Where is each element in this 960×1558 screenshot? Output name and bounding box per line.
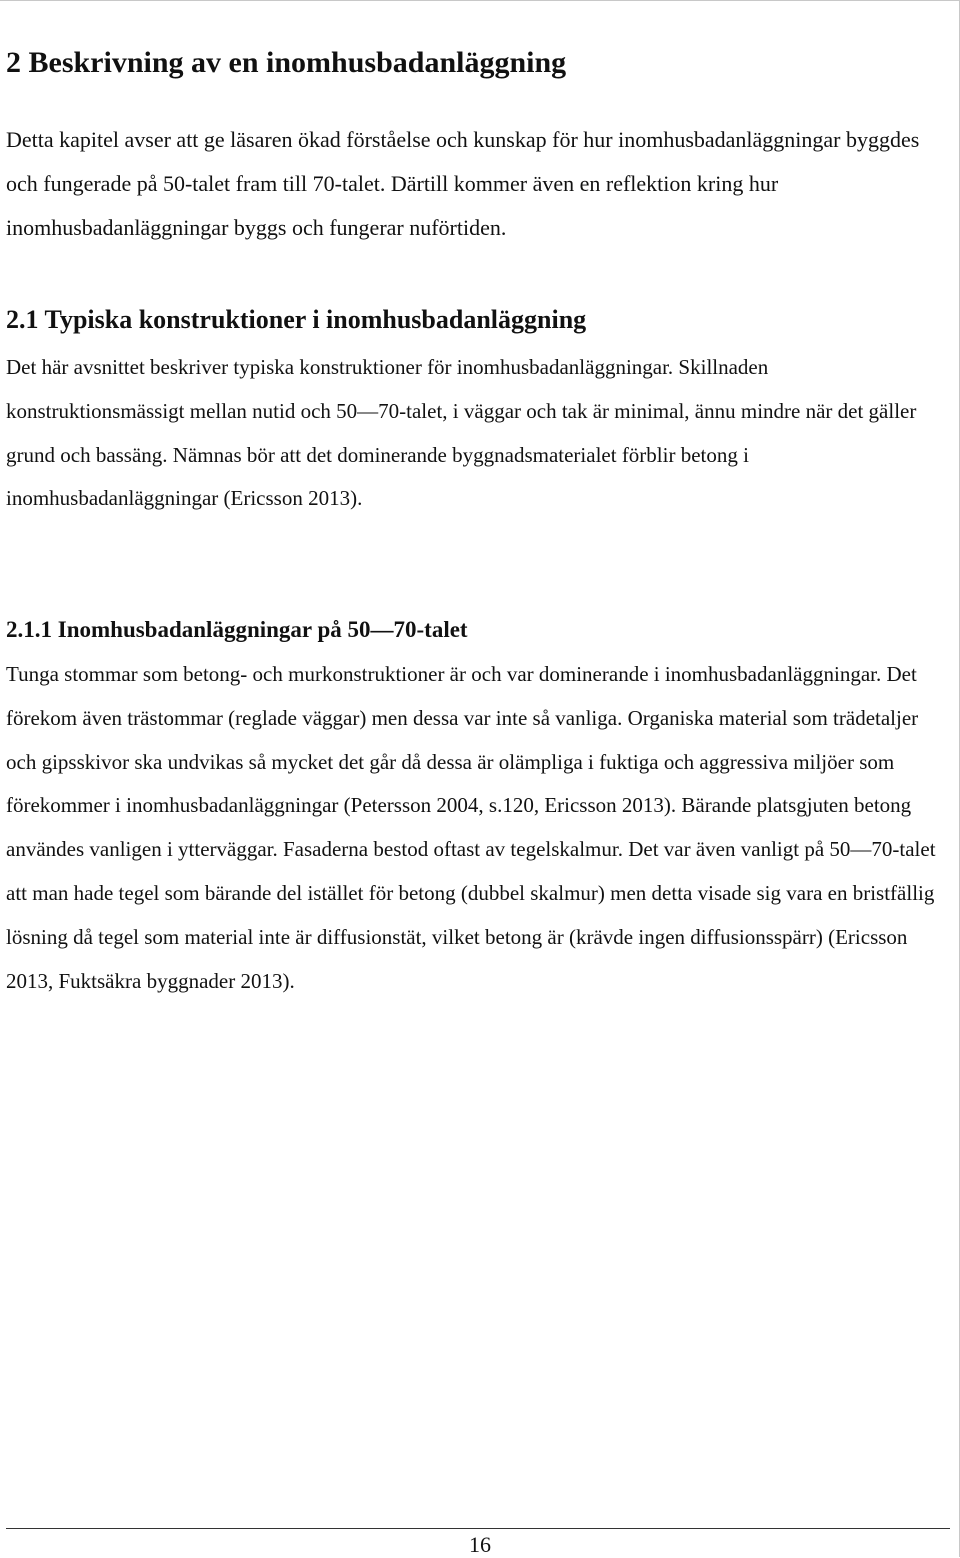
page-number: 16 <box>469 1532 491 1557</box>
chapter-intro-paragraph: Detta kapitel avser att ge läsaren ökad förståelse och kunskap för hur inomhusbadanläggningar byggdes och fungerade på 50-talet fram till 70-talet. Därtill kommer även en reflektion kring hur inomhusbadanläggningar byggs och fungerar nuförtiden. <box>6 127 920 240</box>
section-paragraph: Det här avsnittet beskriver typiska konstruktioner för inomhusbadanläggningar. Skillnaden konstruktionsmässigt mellan nutid och 50—70-talet, i väggar och tak är minimal, ännu mindre när det gäller grund och bassäng. Nämnas bör att det dominerande byggnadsmaterialet förblir betong i inomhusbadanläggningar (Ericsson 2013). <box>6 355 917 511</box>
section-title: 2.1 Typiska konstruktioner i inomhusbadanläggning <box>6 305 587 334</box>
footer-divider <box>6 1528 950 1529</box>
chapter-title: 2 Beskrivning av en inomhusbadanläggning <box>6 46 567 79</box>
page-edge-top <box>0 0 960 1</box>
subsection-paragraph: Tunga stommar som betong- och murkonstruktioner är och var dominerande i inomhusbadanläggningar. Det förekom även trästommar (reglade väggar) men dessa var inte så vanliga. Organiska material som trädetaljer och gipsskivor ska undvikas så mycket det går då dessa är olämpliga i fuktiga och aggressiva miljöer som förekommer i inomhusbadanläggningar (Petersson 2004, s.120, Ericsson 2013). Bärande platsgjuten betong användes vanligen i ytterväggar. Fasaderna bestod oftast av tegelskalmur. Det var även vanligt på 50—70-talet att man hade tegel som bärande del istället för betong (dubbel skalmur) men detta visade sig vara en bristfällig lösning då tegel som material inte är diffusionstät, vilket betong är (krävde ingen diffusionsspärr) (Ericsson 2013, Fuktsäkra byggnader 2013). <box>6 662 936 993</box>
subsection-title: 2.1.1 Inomhusbadanläggningar på 50—70-talet <box>6 617 468 642</box>
